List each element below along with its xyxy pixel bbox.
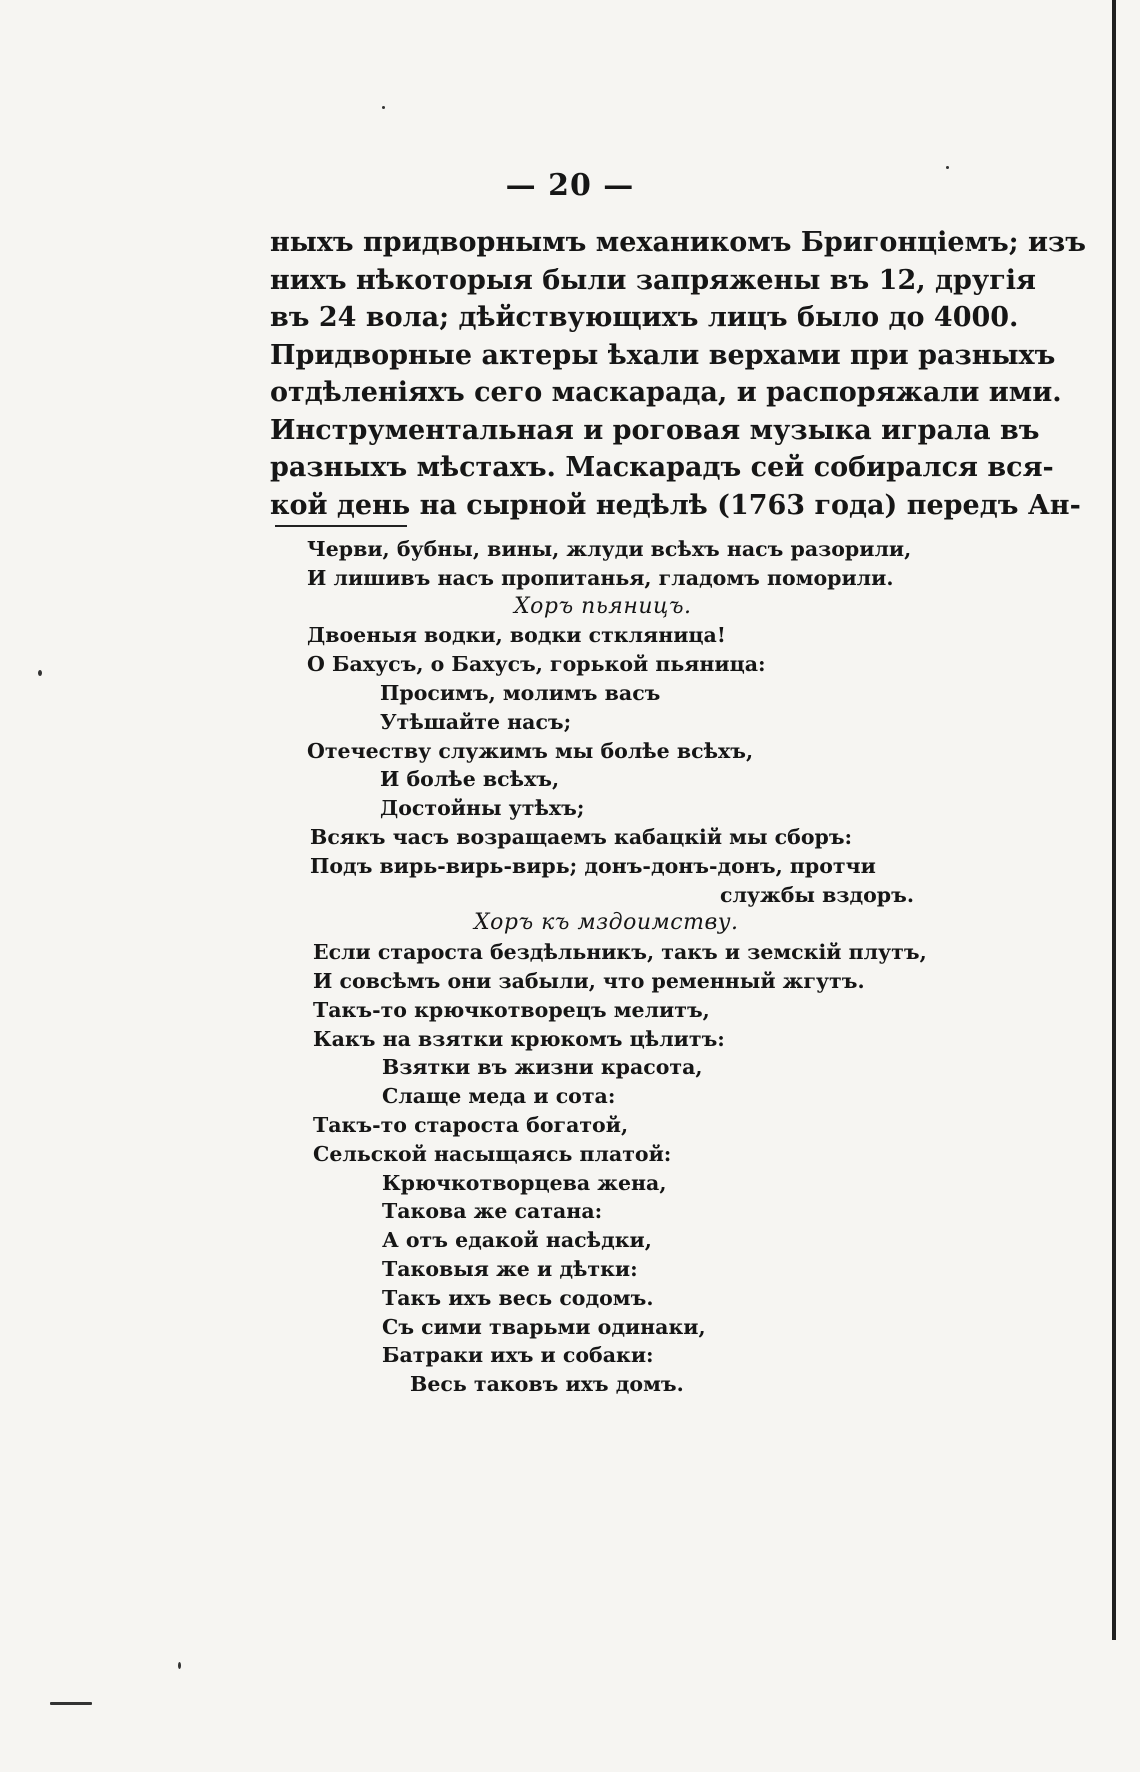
verse-line: И совсѣмъ они забыли, что ременный жгутъ. bbox=[313, 968, 865, 993]
verse-line: Достойны утѣхъ; bbox=[380, 796, 585, 821]
verse-line: Такъ-то крючкотворецъ мелитъ, bbox=[313, 997, 710, 1022]
verse-line: О Бахусъ, о Бахусъ, горькой пьяница: bbox=[307, 652, 766, 677]
verse-line: Крючкотворцева жена, bbox=[382, 1170, 667, 1195]
verse-line: Отечеству служимъ мы болѣе всѣхъ, bbox=[307, 738, 754, 763]
print-speck bbox=[50, 1702, 92, 1705]
verse-line: Такова же сатана: bbox=[382, 1199, 603, 1224]
prose-line: кой день на сырной недѣлѣ (1763 года) передъ Ан- bbox=[270, 489, 1081, 521]
section-heading: Хоръ къ мздоимству. bbox=[474, 910, 739, 936]
verse-line: Такъ ихъ весь содомъ. bbox=[382, 1285, 654, 1310]
print-speck bbox=[178, 1662, 181, 1669]
footnote-verse bbox=[0, 535, 1140, 1399]
verse-line: Двоеныя водки, водки сткляница! bbox=[307, 623, 726, 648]
verse-line: Всякъ часъ возращаемъ кабацкій мы сборъ: bbox=[310, 824, 853, 849]
verse-line: Подъ вирь-вирь-вирь; донъ-донъ-донъ, протчи bbox=[310, 853, 876, 878]
prose-line: нихъ нѣкоторыя были запряжены въ 12, другія bbox=[270, 264, 1036, 296]
section-heading: Хоръ пьяницъ. bbox=[514, 593, 692, 619]
verse-line: Просимъ, молимъ васъ bbox=[380, 680, 661, 705]
verse-line: Слаще меда и сота: bbox=[382, 1084, 616, 1109]
footnote-rule bbox=[275, 525, 407, 527]
verse-line: Батраки ихъ и собаки: bbox=[382, 1343, 654, 1368]
verse-line: И лишивъ насъ пропитанья, гладомъ поморили. bbox=[307, 565, 894, 590]
verse-line: Черви, бубны, вины, жлуди всѣхъ насъ разорили, bbox=[307, 537, 912, 561]
verse-line: Какъ на взятки крюкомъ цѣлитъ: bbox=[313, 1026, 725, 1051]
prose-paragraph bbox=[270, 224, 1086, 524]
verse-line: Сельской насыщаясь платой: bbox=[313, 1141, 672, 1166]
prose-line: въ 24 вола; дѣйствующихъ лицъ было до 4000. bbox=[270, 302, 1019, 333]
verse-line: Утѣшайте насъ; bbox=[380, 709, 572, 734]
prose-line: разныхъ мѣстахъ. Маскарадъ сей собирался вся- bbox=[270, 452, 1054, 483]
prose-line: ныхъ придворнымъ механикомъ Бригонціемъ; изъ bbox=[270, 227, 1086, 258]
verse-line: И болѣе всѣхъ, bbox=[380, 767, 560, 792]
prose-line: Придворные актеры ѣхали верхами при разныхъ bbox=[270, 339, 1056, 371]
verse-line: Если староста бездѣльникъ, такъ и земскій плутъ, bbox=[313, 940, 927, 965]
verse-line: Такъ-то староста богатой, bbox=[313, 1112, 629, 1137]
verse-line: Таковыя же и дѣтки: bbox=[382, 1256, 638, 1281]
verse-line: Весь таковъ ихъ домъ. bbox=[410, 1372, 684, 1397]
verse-line: службы вздоръ. bbox=[720, 882, 914, 907]
prose-line: отдѣленіяхъ сего маскарада, и распоряжали ими. bbox=[270, 377, 1062, 408]
print-speck bbox=[382, 106, 385, 109]
prose-line: Инструментальная и роговая музыка играла въ bbox=[270, 414, 1040, 446]
verse-line: Съ сими тварьми одинаки, bbox=[382, 1314, 706, 1339]
verse-line: А отъ едакой насѣдки, bbox=[382, 1228, 652, 1253]
page-number: — 20 — bbox=[505, 168, 635, 203]
verse-line: Взятки въ жизни красота, bbox=[382, 1055, 703, 1080]
